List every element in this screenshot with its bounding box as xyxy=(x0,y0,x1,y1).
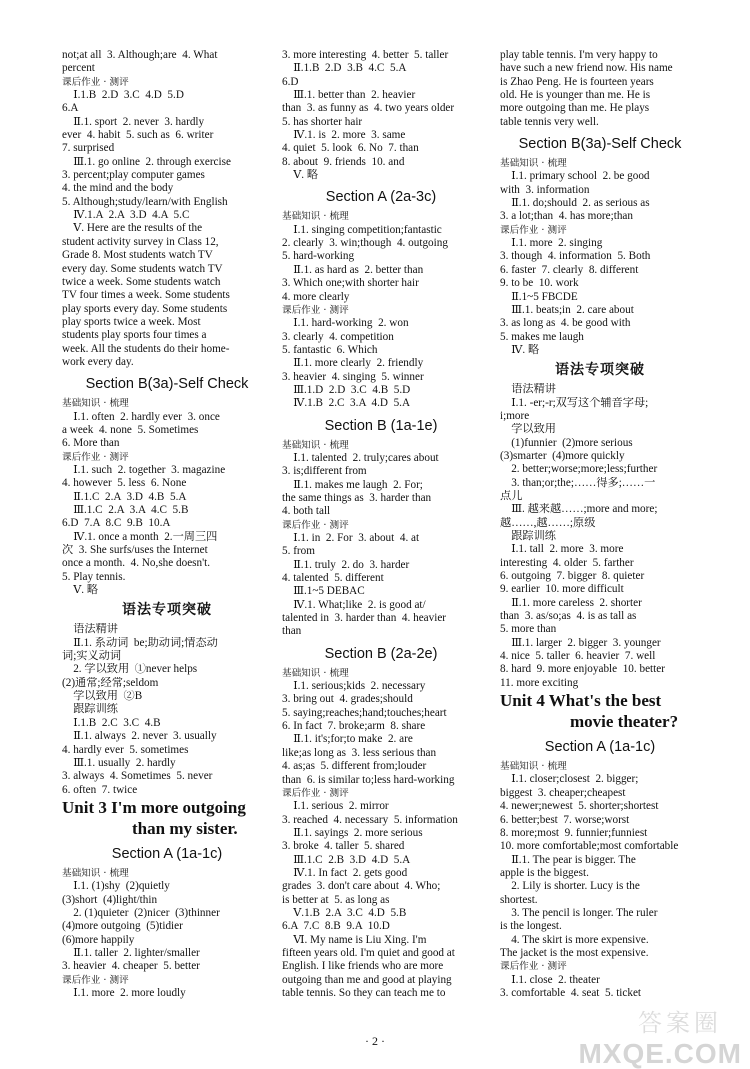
answer-line: Ⅱ.1. as hard as 2. better than xyxy=(282,263,424,276)
answer-line: Ⅰ.1. more 2. singing xyxy=(500,237,603,250)
answer-line: is better at 5. as long as xyxy=(282,893,390,906)
answer-line: 4. newer;newest 5. shorter;shortest xyxy=(500,800,659,813)
answer-line: 6. In fact 7. broke;arm 8. share xyxy=(282,720,426,733)
answer-line: Ⅰ.1. -er;-r;双写这个辅音字母; xyxy=(500,396,649,409)
answer-line: 4. hardly ever 5. sometimes xyxy=(62,743,189,756)
subsection-label: 课后作业 · 测评 xyxy=(500,961,567,973)
answer-line: 3. as long as 4. be good with xyxy=(500,317,631,330)
subsection-label: 基础知识 · 梳理 xyxy=(282,439,349,451)
answer-line: 9. to be 10. work xyxy=(500,277,579,290)
answer-line: Ⅲ.1.C 2.A 3.A 4.C 5.B xyxy=(62,504,189,516)
answer-line: Ⅱ.1. more careless 2. shorter xyxy=(500,596,642,609)
answer-line: week. All the students do their home- xyxy=(62,342,230,355)
answer-line: 4. as;as 5. different from;louder xyxy=(282,760,427,773)
answer-line: 7. surprised xyxy=(62,142,115,155)
answer-line: biggest 3. cheaper;cheapest xyxy=(500,786,626,799)
answer-line: 5. more than xyxy=(500,623,557,636)
answer-line: Ⅱ.1. sayings 2. more serious xyxy=(282,826,423,839)
answer-line: table tennis very well. xyxy=(500,115,599,128)
answer-line: 3. more interesting 4. better 5. taller xyxy=(282,49,449,61)
answer-line: Ⅱ.1. 系动词 be;助动词;情态动 xyxy=(62,636,218,649)
answer-line: Ⅱ.1. it's;for;to make 2. are xyxy=(282,733,413,746)
answer-line: 3. reached 4. necessary 5. information xyxy=(282,813,458,826)
answer-line: 5. makes me laugh xyxy=(500,330,584,343)
answer-line: 4. talented 5. different xyxy=(282,572,384,585)
answer-line: (2)通常;经常;seldom xyxy=(62,676,159,689)
answer-line: Ⅱ.1. do;should 2. as serious as xyxy=(500,197,650,210)
answer-line: ever 4. habit 5. such as 6. writer xyxy=(62,129,214,142)
answer-line: Ⅰ.1. closer;closest 2. bigger; xyxy=(500,773,639,786)
answer-line: Ⅱ.1. taller 2. lighter/smaller xyxy=(62,946,200,959)
answer-line: 4. nice 5. taller 6. heavier 7. well xyxy=(500,650,656,663)
answer-line: than 3. as funny as 4. two years older xyxy=(282,102,455,115)
answer-line: 学以致用 ②B xyxy=(62,690,143,703)
answer-line: 4. both tall xyxy=(282,505,331,518)
answer-line: Ⅴ.1.B 2.A 3.C 4.D 5.B xyxy=(282,906,407,919)
answer-line: Ⅰ.1. talented 2. truly;cares about xyxy=(282,451,439,464)
answer-line: Ⅰ.1. primary school 2. be good xyxy=(500,170,650,183)
answer-line: Ⅰ.1. serious 2. mirror xyxy=(282,800,389,813)
answer-line: 3. though 4. information 5. Both xyxy=(500,250,651,263)
answer-line: not;at all 3. Although;are 4. What xyxy=(62,49,218,61)
answer-line: Ⅲ.1. go online 2. through exercise xyxy=(62,155,231,168)
answer-line: Ⅰ.1. serious;kids 2. necessary xyxy=(282,680,426,693)
answer-line: Ⅰ.1. singing competition;fantastic xyxy=(282,223,442,236)
answer-line: (3)short (4)light/thin xyxy=(62,893,158,906)
answer-line: 5. fantastic 6. Which xyxy=(282,343,378,356)
answer-line: 2. 学以致用 ①never helps xyxy=(62,663,198,676)
answer-line: Ⅰ.1.B 2.C 3.C 4.B xyxy=(62,716,161,729)
watermark-chinese: 答案圈 xyxy=(638,1008,722,1037)
answer-line: every day. Some students watch TV xyxy=(62,262,223,275)
answer-line: 4. the mind and the body xyxy=(62,182,174,195)
answer-line: Ⅳ.1.A 2.A 3.D 4.A 5.C xyxy=(62,209,190,222)
subsection-label: 课后作业 · 测评 xyxy=(62,76,129,88)
answer-line: old. He is younger than me. He is xyxy=(500,89,651,102)
answer-line: Ⅰ.1. often 2. hardly ever 3. once xyxy=(62,410,220,423)
answer-line: English. I like friends who are more xyxy=(282,960,444,973)
section-heading: Section A (1a-1c) xyxy=(544,739,656,756)
section-heading: Section B (2a-2e) xyxy=(324,645,438,662)
answer-line: Ⅱ.1. truly 2. do 3. harder xyxy=(282,558,410,571)
answer-line: 3. bring out 4. grades;should xyxy=(282,693,413,706)
answer-line: Ⅰ.1.B 2.D 3.C 4.D 5.D xyxy=(62,89,184,102)
subsection-label: 基础知识 · 梳理 xyxy=(500,761,567,773)
answer-line: Ⅰ.1. (1)shy (2)quietly xyxy=(62,880,170,893)
answer-line: Ⅲ.1. better than 2. heavier xyxy=(282,89,416,102)
answer-line: 4. however 5. less 6. None xyxy=(62,477,187,490)
answer-line: Ⅳ.1. once a month 2.一周三四 xyxy=(62,530,218,543)
answer-line: Ⅱ.1. The pear is bigger. The xyxy=(500,853,636,866)
unit-title: Unit 3 I'm more outgoing xyxy=(62,797,246,817)
answer-line: 11. more exciting xyxy=(500,676,579,689)
answer-line: (1)funnier (2)more serious xyxy=(500,436,633,449)
answer-line: 3. than;or;the;……得多;……一 xyxy=(500,476,656,489)
answer-line: (3)smarter (4)more quickly xyxy=(500,449,625,462)
subsection-label: 课后作业 · 测评 xyxy=(282,519,349,531)
section-heading: Section B(3a)-Self Check xyxy=(518,136,682,153)
answer-line: 4. The skirt is more expensive. xyxy=(500,933,649,946)
answer-line: more outgoing than me. He plays xyxy=(500,102,650,115)
subsection-label: 课后作业 · 测评 xyxy=(500,224,567,236)
answer-line: TV four times a week. Some students xyxy=(62,289,230,302)
answer-line: the same things as 3. harder than xyxy=(282,491,432,504)
answer-line: Ⅲ. 越来越……;more and more; xyxy=(500,503,658,516)
answer-line: 2. better;worse;more;less;further xyxy=(500,463,658,476)
answer-line: 3. comfortable 4. seat 5. ticket xyxy=(500,986,642,999)
answer-line: is Zhao Peng. He is fourteen years xyxy=(500,75,654,88)
answer-line: table tennis. So they can teach me to xyxy=(282,987,446,999)
answer-line: 6.A 7.C 8.B 9.A 10.D xyxy=(282,920,390,933)
answer-line: 2. (1)quieter (2)nicer (3)thinner xyxy=(62,906,220,919)
answer-line: 点儿 xyxy=(500,489,523,502)
answer-column-middle xyxy=(282,49,480,1000)
answer-line: 2. clearly 3. win;though 4. outgoing xyxy=(282,237,448,250)
answer-line: 学以致用 xyxy=(500,423,556,436)
answer-column-left xyxy=(62,49,272,1000)
subsection-label: 基础知识 · 梳理 xyxy=(62,867,129,879)
answer-line: Ⅴ. Here are the results of the xyxy=(62,222,203,235)
section-heading: Section A (1a-1c) xyxy=(111,845,223,862)
answer-line: students play sports four times a xyxy=(62,329,207,342)
answer-column-right xyxy=(500,49,700,1000)
answer-line: 次 3. She surfs/uses the Internet xyxy=(62,544,208,557)
answer-line: 8. about 9. friends 10. and xyxy=(282,155,405,168)
answer-line: Grade 8. Most students watch TV xyxy=(62,249,213,262)
answer-line: Ⅰ.1. such 2. together 3. magazine xyxy=(62,463,226,476)
page-number: · 2 · xyxy=(365,1034,385,1048)
answer-line: fifteen years old. I'm quiet and good at xyxy=(282,946,455,959)
answer-line: 10. more comfortable;most comfortable xyxy=(500,840,679,853)
answer-line: The jacket is the most expensive. xyxy=(500,946,649,959)
answer-line: Ⅱ.1.C 2.A 3.D 4.B 5.A xyxy=(62,490,187,503)
answer-line: 6. More than xyxy=(62,437,120,450)
answer-line: 2. Lily is shorter. Lucy is the xyxy=(500,880,640,893)
answer-line: than 6. is similar to;less hard-working xyxy=(282,773,455,786)
answer-line: Ⅲ.1. beats;in 2. care about xyxy=(500,303,634,316)
answer-line: 3. Which one;with shorter hair xyxy=(282,277,419,290)
unit-title: Unit 4 What's the best xyxy=(500,691,662,711)
answer-line: Ⅲ.1. larger 2. bigger 3. younger xyxy=(500,636,661,649)
answer-line: Ⅰ.1. more 2. more loudly xyxy=(62,986,186,999)
answer-line: 9. earlier 10. more difficult xyxy=(500,583,624,596)
answer-line: Ⅰ.1. in 2. For 3. about 4. at xyxy=(282,532,420,544)
answer-line: 5. has shorter hair xyxy=(282,115,363,128)
answer-line: Ⅳ.1. In fact 2. gets good xyxy=(282,866,408,879)
answer-line: outgoing than me and good at playing xyxy=(282,973,452,986)
answer-line: Ⅱ.1. always 2. never 3. usually xyxy=(62,730,217,743)
answer-line: Ⅱ.1. sport 2. never 3. hardly xyxy=(62,115,205,128)
answer-line: 3. a lot;than 4. has more;than xyxy=(500,210,633,223)
answer-line: 3. heavier 4. singing 5. winner xyxy=(282,370,424,383)
answer-line: 跟踪训练 xyxy=(62,703,118,716)
answer-line: 3. always 4. Sometimes 5. never xyxy=(62,770,213,783)
answer-line: Ⅳ.1. What;like 2. is good at/ xyxy=(282,598,426,611)
answer-line: 5. Play tennis. xyxy=(62,570,126,583)
answer-line: 6.D 7.A 8.C 9.B 10.A xyxy=(62,517,171,530)
answer-line: a week 4. none 5. Sometimes xyxy=(62,423,199,436)
answer-line: 6. often 7. twice xyxy=(62,783,138,796)
answer-line: 8. more;most 9. funnier;funniest xyxy=(500,826,648,839)
answer-line: is the longest. xyxy=(500,920,562,933)
answer-line: 3. heavier 4. cheaper 5. better xyxy=(62,960,200,973)
answer-line: Ⅱ.1~5 FBCDE xyxy=(500,290,578,303)
answer-line: (6)more happily xyxy=(62,933,135,946)
answer-line: 6.D xyxy=(282,75,299,88)
answer-line: talented in 3. harder than 4. heavier xyxy=(282,612,447,625)
answer-line: apple is the biggest. xyxy=(500,866,589,879)
section-heading: Section B (1a-1e) xyxy=(324,417,438,434)
answer-line: interesting 4. older 5. farther xyxy=(500,556,634,569)
unit-title: movie theater? xyxy=(570,712,679,732)
answer-line: 词;实义动词 xyxy=(62,650,122,663)
answer-line: Ⅳ. 略 xyxy=(500,343,540,356)
answer-line: Ⅲ.1~5 DEBAC xyxy=(282,585,365,598)
answer-line: 8. hard 9. more enjoyable 10. better xyxy=(500,663,665,676)
answer-line: 5. hard-working xyxy=(282,250,355,263)
answer-line: student activity survey in Class 12, xyxy=(62,235,219,248)
answer-line: Ⅳ.1. is 2. more 3. same xyxy=(282,129,406,142)
answer-line: with 3. information xyxy=(500,183,590,196)
answer-line: 5. from xyxy=(282,545,315,558)
answer-line: play table tennis. I'm very happy to xyxy=(500,49,658,61)
answer-line: 3. broke 4. taller 5. shared xyxy=(282,840,405,853)
subsection-label: 基础知识 · 梳理 xyxy=(62,398,129,410)
answer-line: Ⅴ. 略 xyxy=(282,169,319,182)
answer-line: i;more xyxy=(500,409,530,422)
answer-line: Ⅱ.1. more clearly 2. friendly xyxy=(282,357,424,370)
answer-line: 6.A xyxy=(62,102,79,115)
answer-line: work every day. xyxy=(62,355,134,368)
answer-line: Ⅲ.1. usually 2. hardly xyxy=(62,756,176,769)
answer-line: play sports twice a week. Most xyxy=(62,315,201,328)
answer-line: shortest. xyxy=(500,893,538,906)
answer-line: 语法精讲 xyxy=(500,383,556,396)
answer-line: 3. is;different from xyxy=(282,465,367,478)
answer-line: 4. more clearly xyxy=(282,290,350,303)
section-heading: Section B(3a)-Self Check xyxy=(85,376,249,393)
answer-line: 跟踪训练 xyxy=(500,530,556,542)
answer-line: 6. faster 7. clearly 8. different xyxy=(500,263,639,276)
answer-line: Ⅱ.1.B 2.D 3.B 4.C 5.A xyxy=(282,62,407,75)
subsection-label: 基础知识 · 梳理 xyxy=(500,158,567,170)
subsection-label: 课后作业 · 测评 xyxy=(62,974,129,986)
grammar-heading: 语法专项突破 xyxy=(555,362,645,379)
answer-line: Ⅲ.1.D 2.D 3.C 4.B 5.D xyxy=(282,383,411,396)
answer-line: 3. percent;play computer games xyxy=(62,169,205,182)
answer-line: Ⅴ. 略 xyxy=(62,584,99,597)
answer-line: once a month. 4. No,she doesn't. xyxy=(62,557,211,570)
answer-line: Ⅵ. My name is Liu Xing. I'm xyxy=(282,933,427,946)
answer-line: 语法精讲 xyxy=(62,623,118,636)
watermark-logo: MXQE.COM xyxy=(578,1037,742,1069)
answer-line: Ⅰ.1. tall 2. more 3. more xyxy=(500,543,624,556)
answer-line: Ⅱ.1. makes me laugh 2. For; xyxy=(282,478,423,491)
subsection-label: 课后作业 · 测评 xyxy=(282,304,349,316)
answer-line: grades 3. don't care about 4. Who; xyxy=(282,880,441,893)
subsection-label: 课后作业 · 测评 xyxy=(282,787,349,799)
answer-line: 6. outgoing 7. bigger 8. quieter xyxy=(500,570,645,583)
answer-line: percent xyxy=(62,62,95,75)
answer-line: Ⅳ.1.B 2.C 3.A 4.D 5.A xyxy=(282,397,411,410)
subsection-label: 基础知识 · 梳理 xyxy=(282,667,349,679)
answer-line: (4)more outgoing (5)tidier xyxy=(62,920,183,933)
answer-line: 5. Although;study/learn/with English xyxy=(62,195,228,208)
answer-line: 4. quiet 5. look 6. No 7. than xyxy=(282,142,419,155)
answer-line: twice a week. Some students watch xyxy=(62,275,221,288)
answer-line: 3. clearly 4. competition xyxy=(282,330,394,343)
answer-line: than 3. as/so;as 4. is as tall as xyxy=(500,610,637,623)
answer-line: 5. saying;reaches;hand;touches;heart xyxy=(282,706,447,719)
answer-line: 6. better;best 7. worse;worst xyxy=(500,813,630,826)
answer-line: like;as long as 3. less serious than xyxy=(282,746,437,759)
answer-line: than xyxy=(282,625,302,638)
section-heading: Section A (2a-3c) xyxy=(325,189,437,206)
answer-line: have such a new friend now. His name xyxy=(500,62,673,75)
answer-line: play sports every day. Some students xyxy=(62,302,228,315)
answer-line: 越……,越……;原级 xyxy=(500,516,596,529)
grammar-heading: 语法专项突破 xyxy=(122,602,212,619)
answer-line: 3. The pencil is longer. The ruler xyxy=(500,906,658,919)
answer-line: Ⅲ.1.C 2.B 3.D 4.D 5.A xyxy=(282,853,411,866)
answer-line: Ⅰ.1. hard-working 2. won xyxy=(282,317,409,330)
subsection-label: 基础知识 · 梳理 xyxy=(282,211,349,223)
subsection-label: 课后作业 · 测评 xyxy=(62,451,129,463)
answer-line: Ⅰ.1. close 2. theater xyxy=(500,973,600,986)
unit-title: than my sister. xyxy=(132,818,238,838)
